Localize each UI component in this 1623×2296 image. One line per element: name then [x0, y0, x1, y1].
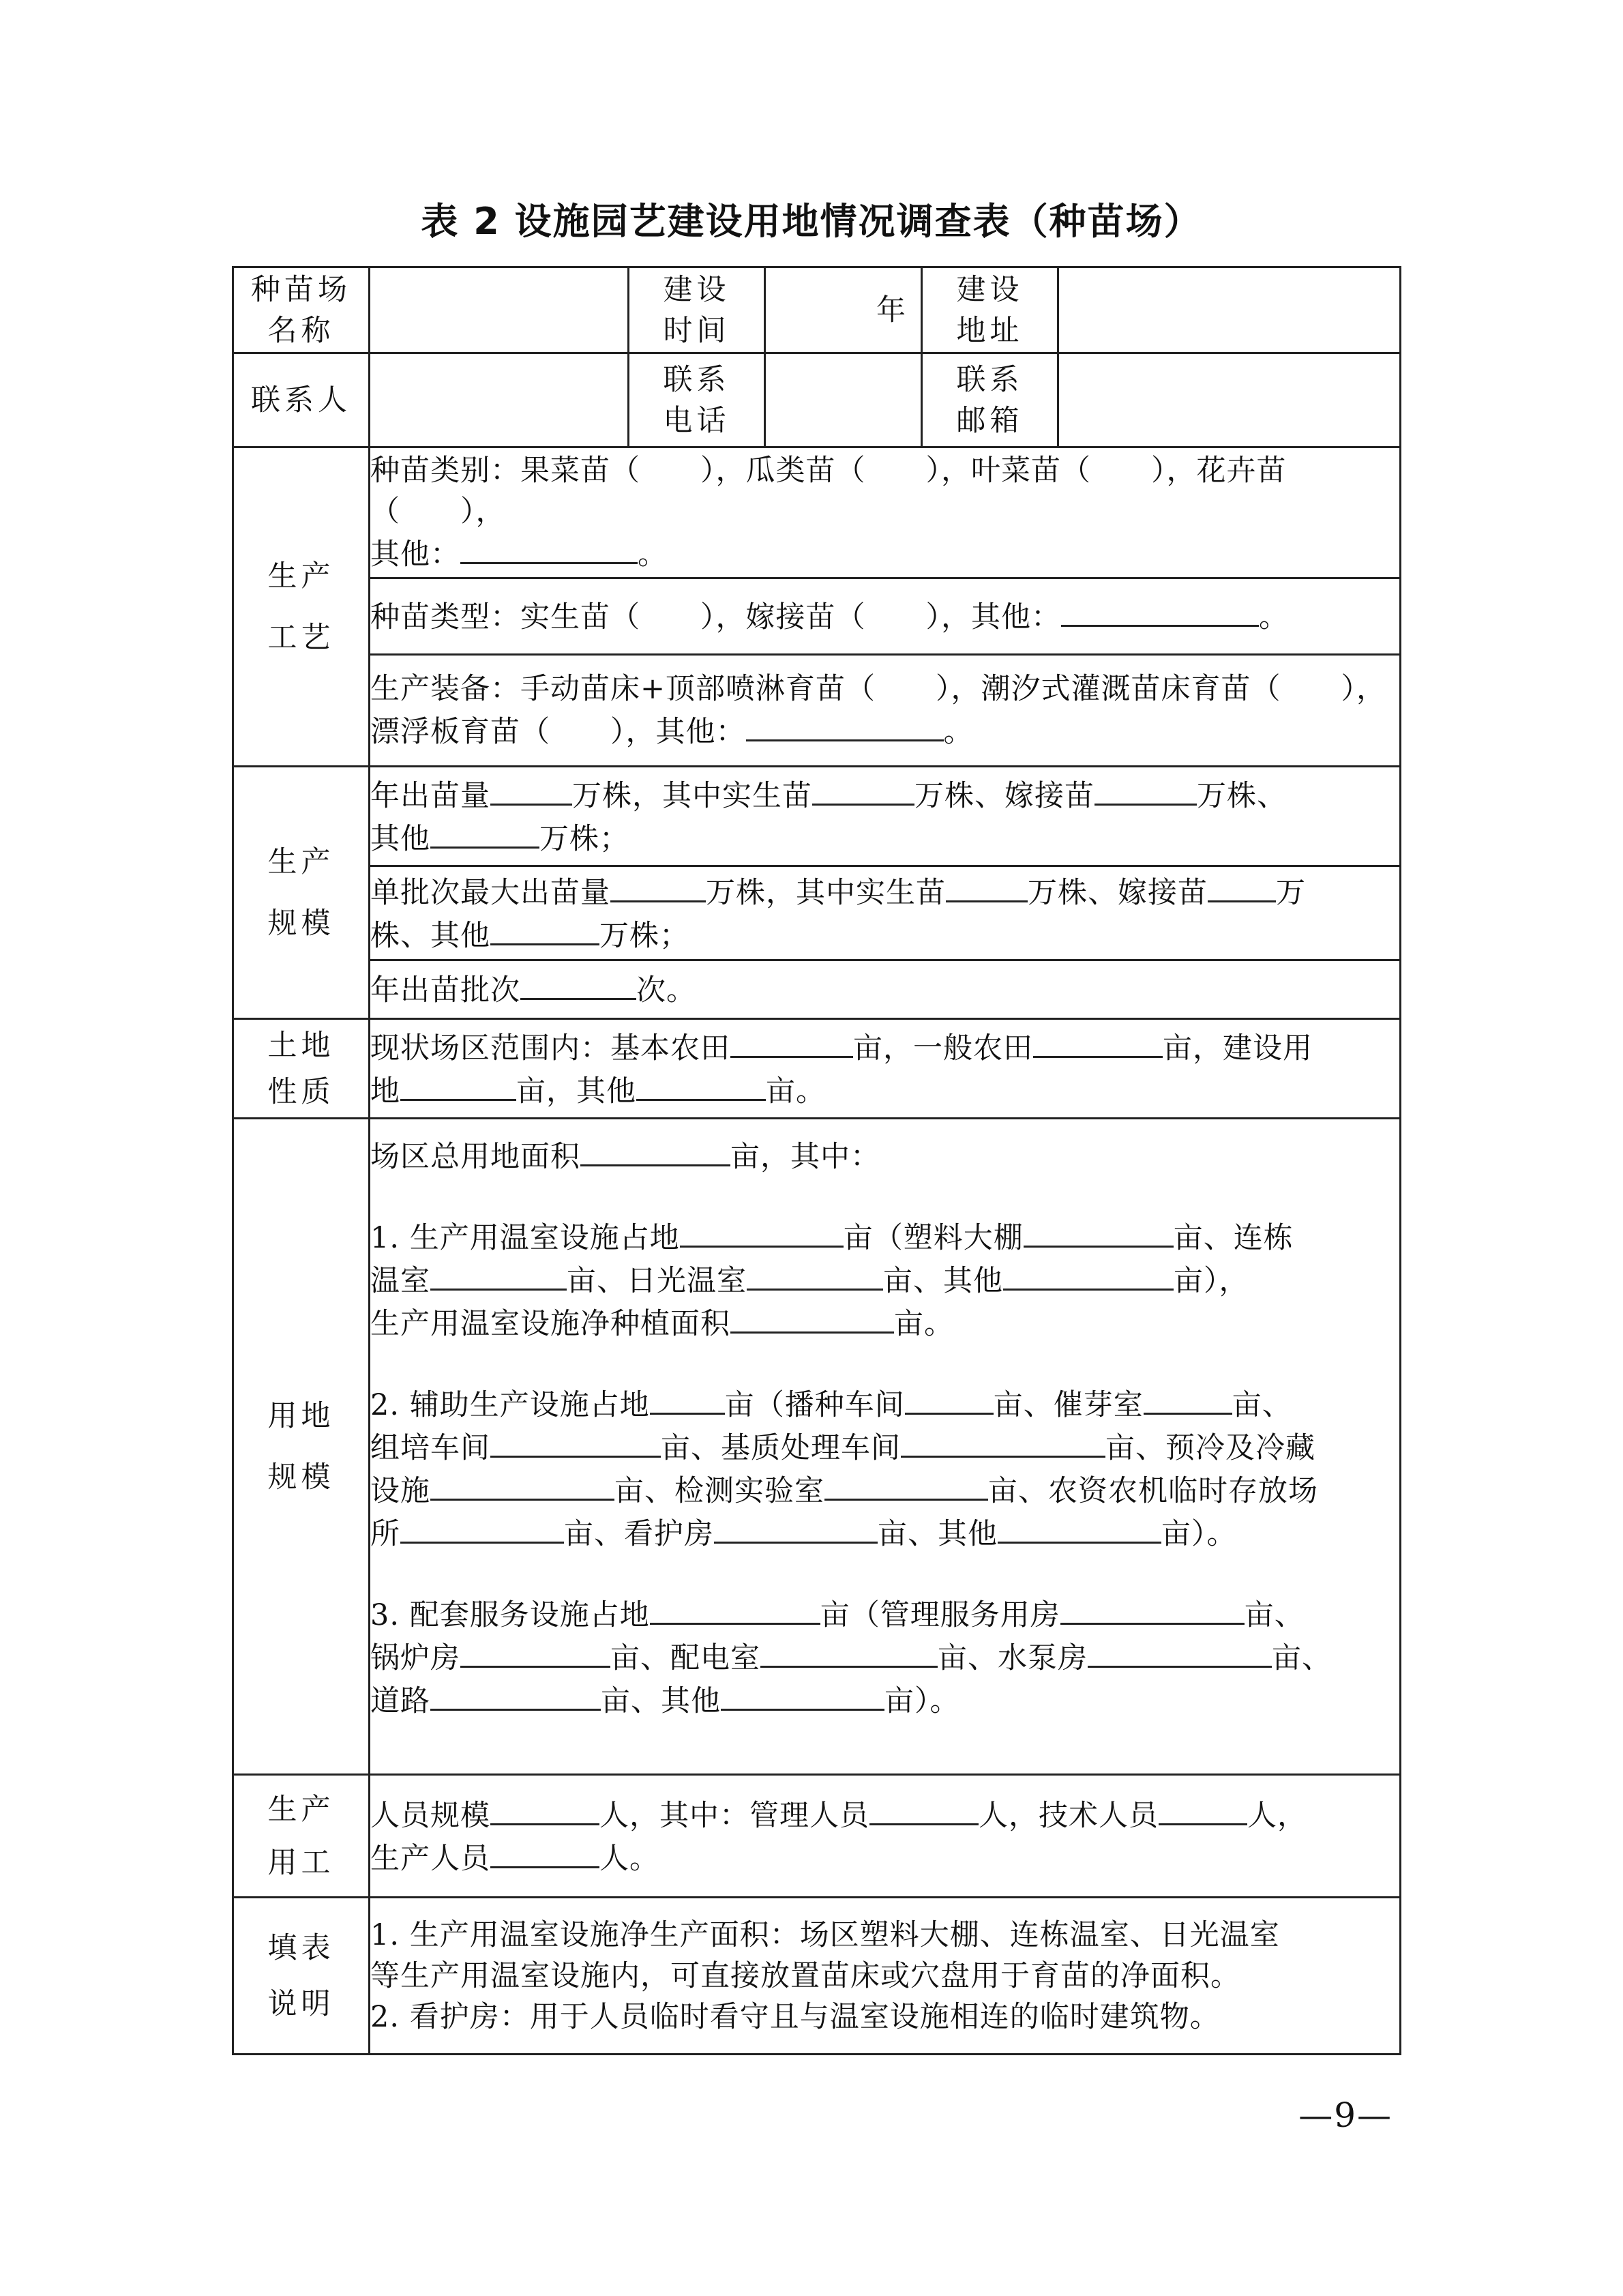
land-nature-header: 土地 性质 [233, 1019, 370, 1119]
batch-max-cell: 单批次最大出苗量 万株，其中实生苗 万株、嫁接苗 万 株、其他 万株； [370, 866, 1401, 960]
batch-max-blank[interactable] [610, 870, 706, 902]
mgmt-staff-blank[interactable] [869, 1793, 979, 1825]
land-scale-row [233, 1119, 1401, 1775]
basic-farmland-blank[interactable] [730, 1026, 853, 1058]
annual-other-blank[interactable] [430, 816, 539, 849]
greenhouse-other-blank[interactable] [1003, 1259, 1174, 1291]
labor-cell: 人员规模 人，其中：管理人员 人，技术人员 人， 生产人员 人。 [370, 1775, 1401, 1898]
batch-seedling-blank[interactable] [946, 870, 1028, 902]
page-number: —9— [1298, 2095, 1393, 2135]
note-1-line-1: 1. 生产用温室设施净生产面积：场区塑料大棚、连栋温室、日光温室 [370, 1917, 1280, 1952]
aux-other-blank[interactable] [998, 1512, 1161, 1544]
seedling-type-cell: 种苗类型：实生苗（ ），嫁接苗（ ），其他： 。 [370, 578, 1401, 655]
net-planting-blank[interactable] [730, 1301, 894, 1334]
tissue-culture-blank[interactable] [490, 1426, 661, 1458]
tech-staff-blank[interactable] [1159, 1793, 1247, 1825]
batches-blank[interactable] [520, 968, 636, 1000]
multispan-blank[interactable] [430, 1259, 567, 1291]
sowing-room-blank[interactable] [905, 1383, 994, 1415]
batch-grafted-blank[interactable] [1208, 870, 1276, 902]
seedling-category-row [233, 447, 1401, 578]
year-unit: 年 [876, 293, 906, 327]
nursery-name-header: 种苗场 名称 [233, 267, 370, 353]
info-row-2 [233, 353, 1401, 447]
batches-row [233, 960, 1401, 1019]
page-title: 表 2 设施园艺建设用地情况调查表（种苗场） [421, 200, 1202, 243]
production-process-header: 生产 工艺 [233, 447, 370, 767]
note-2: 2. 看护房：用于人员临时看守且与温室设施相连的临时建筑物。 [370, 1999, 1220, 2034]
plastic-tunnel-blank[interactable] [1024, 1216, 1174, 1248]
equipment-cell: 生产装备：手动苗床+顶部喷淋育苗（ ），潮汐式灌溉苗床育苗（ ）， 漂浮板育苗（ ），其他： 。 [370, 655, 1401, 767]
annual-output-cell: 年出苗量 万株，其中实生苗 万株、嫁接苗 万株、 其他 万株； [370, 767, 1401, 866]
staff-total-blank[interactable] [490, 1793, 599, 1825]
contact-email-header: 联系 邮箱 [922, 353, 1058, 447]
nursery-name-field[interactable] [370, 267, 629, 353]
land-scale-header: 用地 规模 [233, 1119, 370, 1775]
total-area-blank[interactable] [580, 1134, 730, 1166]
lab-blank[interactable] [824, 1469, 988, 1501]
note-1-line-2: 等生产用温室设施内，可直接放置苗床或穴盘用于育苗的净面积。 [370, 1958, 1240, 1993]
contact-phone-field[interactable] [765, 353, 922, 447]
land-nature-row [233, 1019, 1401, 1119]
mgmt-room-blank[interactable] [1060, 1593, 1245, 1625]
contact-person-field[interactable] [370, 353, 629, 447]
annual-grafted-blank[interactable] [1095, 774, 1197, 806]
guard-room-blank[interactable] [714, 1512, 878, 1544]
build-time-header: 建设 时间 [629, 267, 765, 353]
greenhouse-area-blank[interactable] [680, 1216, 844, 1248]
batch-other-blank[interactable] [490, 913, 599, 945]
seedling-category-cell: 种苗类别：果菜苗（ ），瓜类苗（ ），叶菜苗（ ），花卉苗（ ）， 其他： 。 [370, 447, 1401, 578]
batches-cell: 年出苗批次 次。 [370, 960, 1401, 1019]
seedling-type-row [233, 578, 1401, 655]
power-room-blank[interactable] [760, 1636, 938, 1668]
build-address-header: 建设 地址 [922, 267, 1058, 353]
other-type-blank[interactable] [1061, 595, 1259, 627]
service-area-blank[interactable] [650, 1593, 820, 1625]
labor-row [233, 1775, 1401, 1898]
build-time-field[interactable] [765, 267, 922, 353]
general-farmland-blank[interactable] [1033, 1026, 1163, 1058]
annual-seedling-blank[interactable] [812, 774, 914, 806]
solar-greenhouse-blank[interactable] [747, 1259, 883, 1291]
other-land-blank[interactable] [636, 1069, 766, 1101]
notes-cell [370, 1898, 1401, 2055]
land-nature-cell: 现状场区范围内：基本农田 亩，一般农田 亩，建设用 地 亩，其他 亩。 [370, 1019, 1401, 1119]
other-equipment-blank[interactable] [746, 709, 944, 741]
cold-storage-blank[interactable] [430, 1469, 614, 1501]
contact-email-field[interactable] [1058, 353, 1401, 447]
other-category-blank[interactable] [460, 532, 638, 564]
pump-room-blank[interactable] [1088, 1636, 1272, 1668]
annual-output-row [233, 767, 1401, 866]
equipment-row [233, 655, 1401, 767]
land-scale-cell: 场区总用地面积 亩，其中： 1. 生产用温室设施占地 亩（塑料大棚 亩、连栋 温室 亩、日光温室 亩、其他 亩）， 生产用温室设施净种植面积 亩。 2. 辅助生产设施占地 亩（播种车间 亩、催芽室 亩、 组培车间 亩、基质处理车间 亩、预冷及冷藏 设施 亩、检测实验室 亩、农资农机临时存放场 所 亩、看护房 亩、其他 亩）。 3. 配套服务设施占地 亩（管理服务用房 亩、 锅炉房 亩、配电室 亩、水泵房 亩、 道路 亩、其他 亩）。 [370, 1119, 1401, 1775]
contact-phone-header: 联系 电话 [629, 353, 765, 447]
contact-person-header: 联系人 [233, 353, 370, 447]
info-row-1 [233, 267, 1401, 353]
road-blank[interactable] [430, 1679, 601, 1711]
substrate-room-blank[interactable] [901, 1426, 1105, 1458]
boiler-room-blank[interactable] [460, 1636, 610, 1668]
aux-area-blank[interactable] [650, 1383, 725, 1415]
labor-header: 生产 用工 [233, 1775, 370, 1898]
build-address-field[interactable] [1058, 267, 1401, 353]
annual-output-blank[interactable] [490, 774, 572, 806]
batch-max-row [233, 866, 1401, 960]
construction-land-blank[interactable] [400, 1069, 516, 1101]
temp-storage-blank[interactable] [400, 1512, 564, 1544]
germination-room-blank[interactable] [1144, 1383, 1232, 1415]
notes-row [233, 1898, 1401, 2055]
production-staff-blank[interactable] [490, 1836, 599, 1868]
production-scale-header: 生产 规模 [233, 767, 370, 1019]
notes-header: 填表 说明 [233, 1898, 370, 2055]
service-other-blank[interactable] [721, 1679, 884, 1711]
survey-form-table [232, 266, 1401, 2055]
